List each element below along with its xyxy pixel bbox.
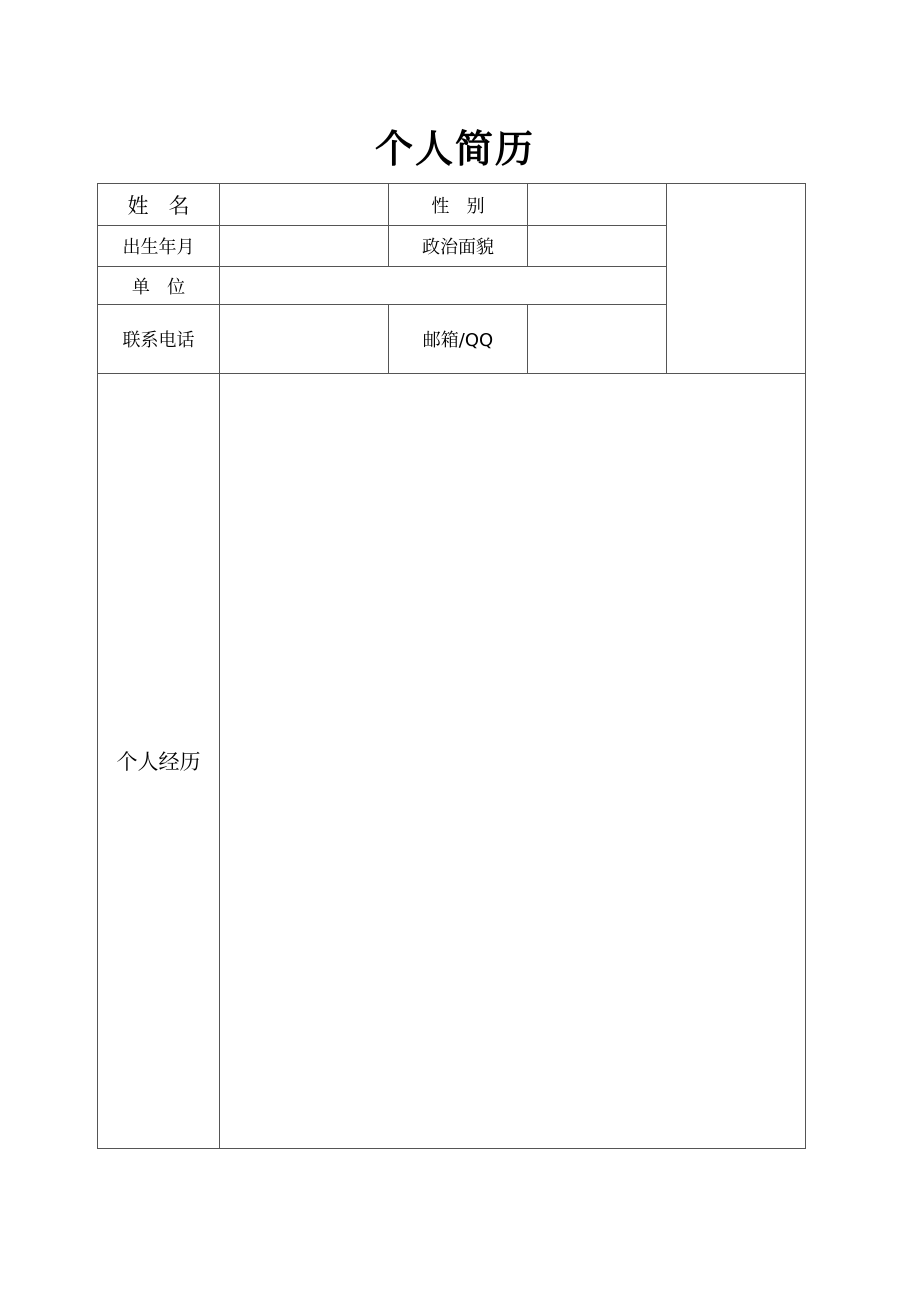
email-field[interactable] xyxy=(528,305,667,374)
phone-field[interactable] xyxy=(220,305,389,374)
politics-field[interactable] xyxy=(528,226,667,267)
unit-label-cell xyxy=(98,267,220,305)
experience-label: 个人经历 xyxy=(116,750,201,774)
politics-label: 政治面貌 xyxy=(422,237,494,258)
phone-label-cell xyxy=(98,305,220,374)
birth-field[interactable] xyxy=(220,226,389,267)
row-name xyxy=(98,184,806,226)
document-title: 个人简历 xyxy=(374,127,535,171)
experience-field[interactable] xyxy=(220,374,806,1149)
birth-label-cell xyxy=(98,226,220,267)
unit-field[interactable] xyxy=(220,267,667,305)
email-label: 邮箱/QQ xyxy=(422,330,494,351)
email-label-cell xyxy=(389,305,528,374)
gender-label: 性 别 xyxy=(431,195,485,217)
unit-label: 单 位 xyxy=(131,276,186,298)
gender-label-cell xyxy=(389,184,528,226)
birth-label: 出生年月 xyxy=(122,237,195,258)
gender-field[interactable] xyxy=(528,184,667,226)
name-label-cell xyxy=(98,184,220,226)
politics-label-cell xyxy=(389,226,528,267)
name-field[interactable] xyxy=(220,184,389,226)
resume-form-table xyxy=(97,183,806,1149)
experience-label-cell xyxy=(98,374,220,1149)
name-label: 姓 名 xyxy=(127,193,190,218)
row-experience xyxy=(98,374,806,1149)
phone-label: 联系电话 xyxy=(122,330,195,351)
photo-cell[interactable] xyxy=(667,184,806,374)
